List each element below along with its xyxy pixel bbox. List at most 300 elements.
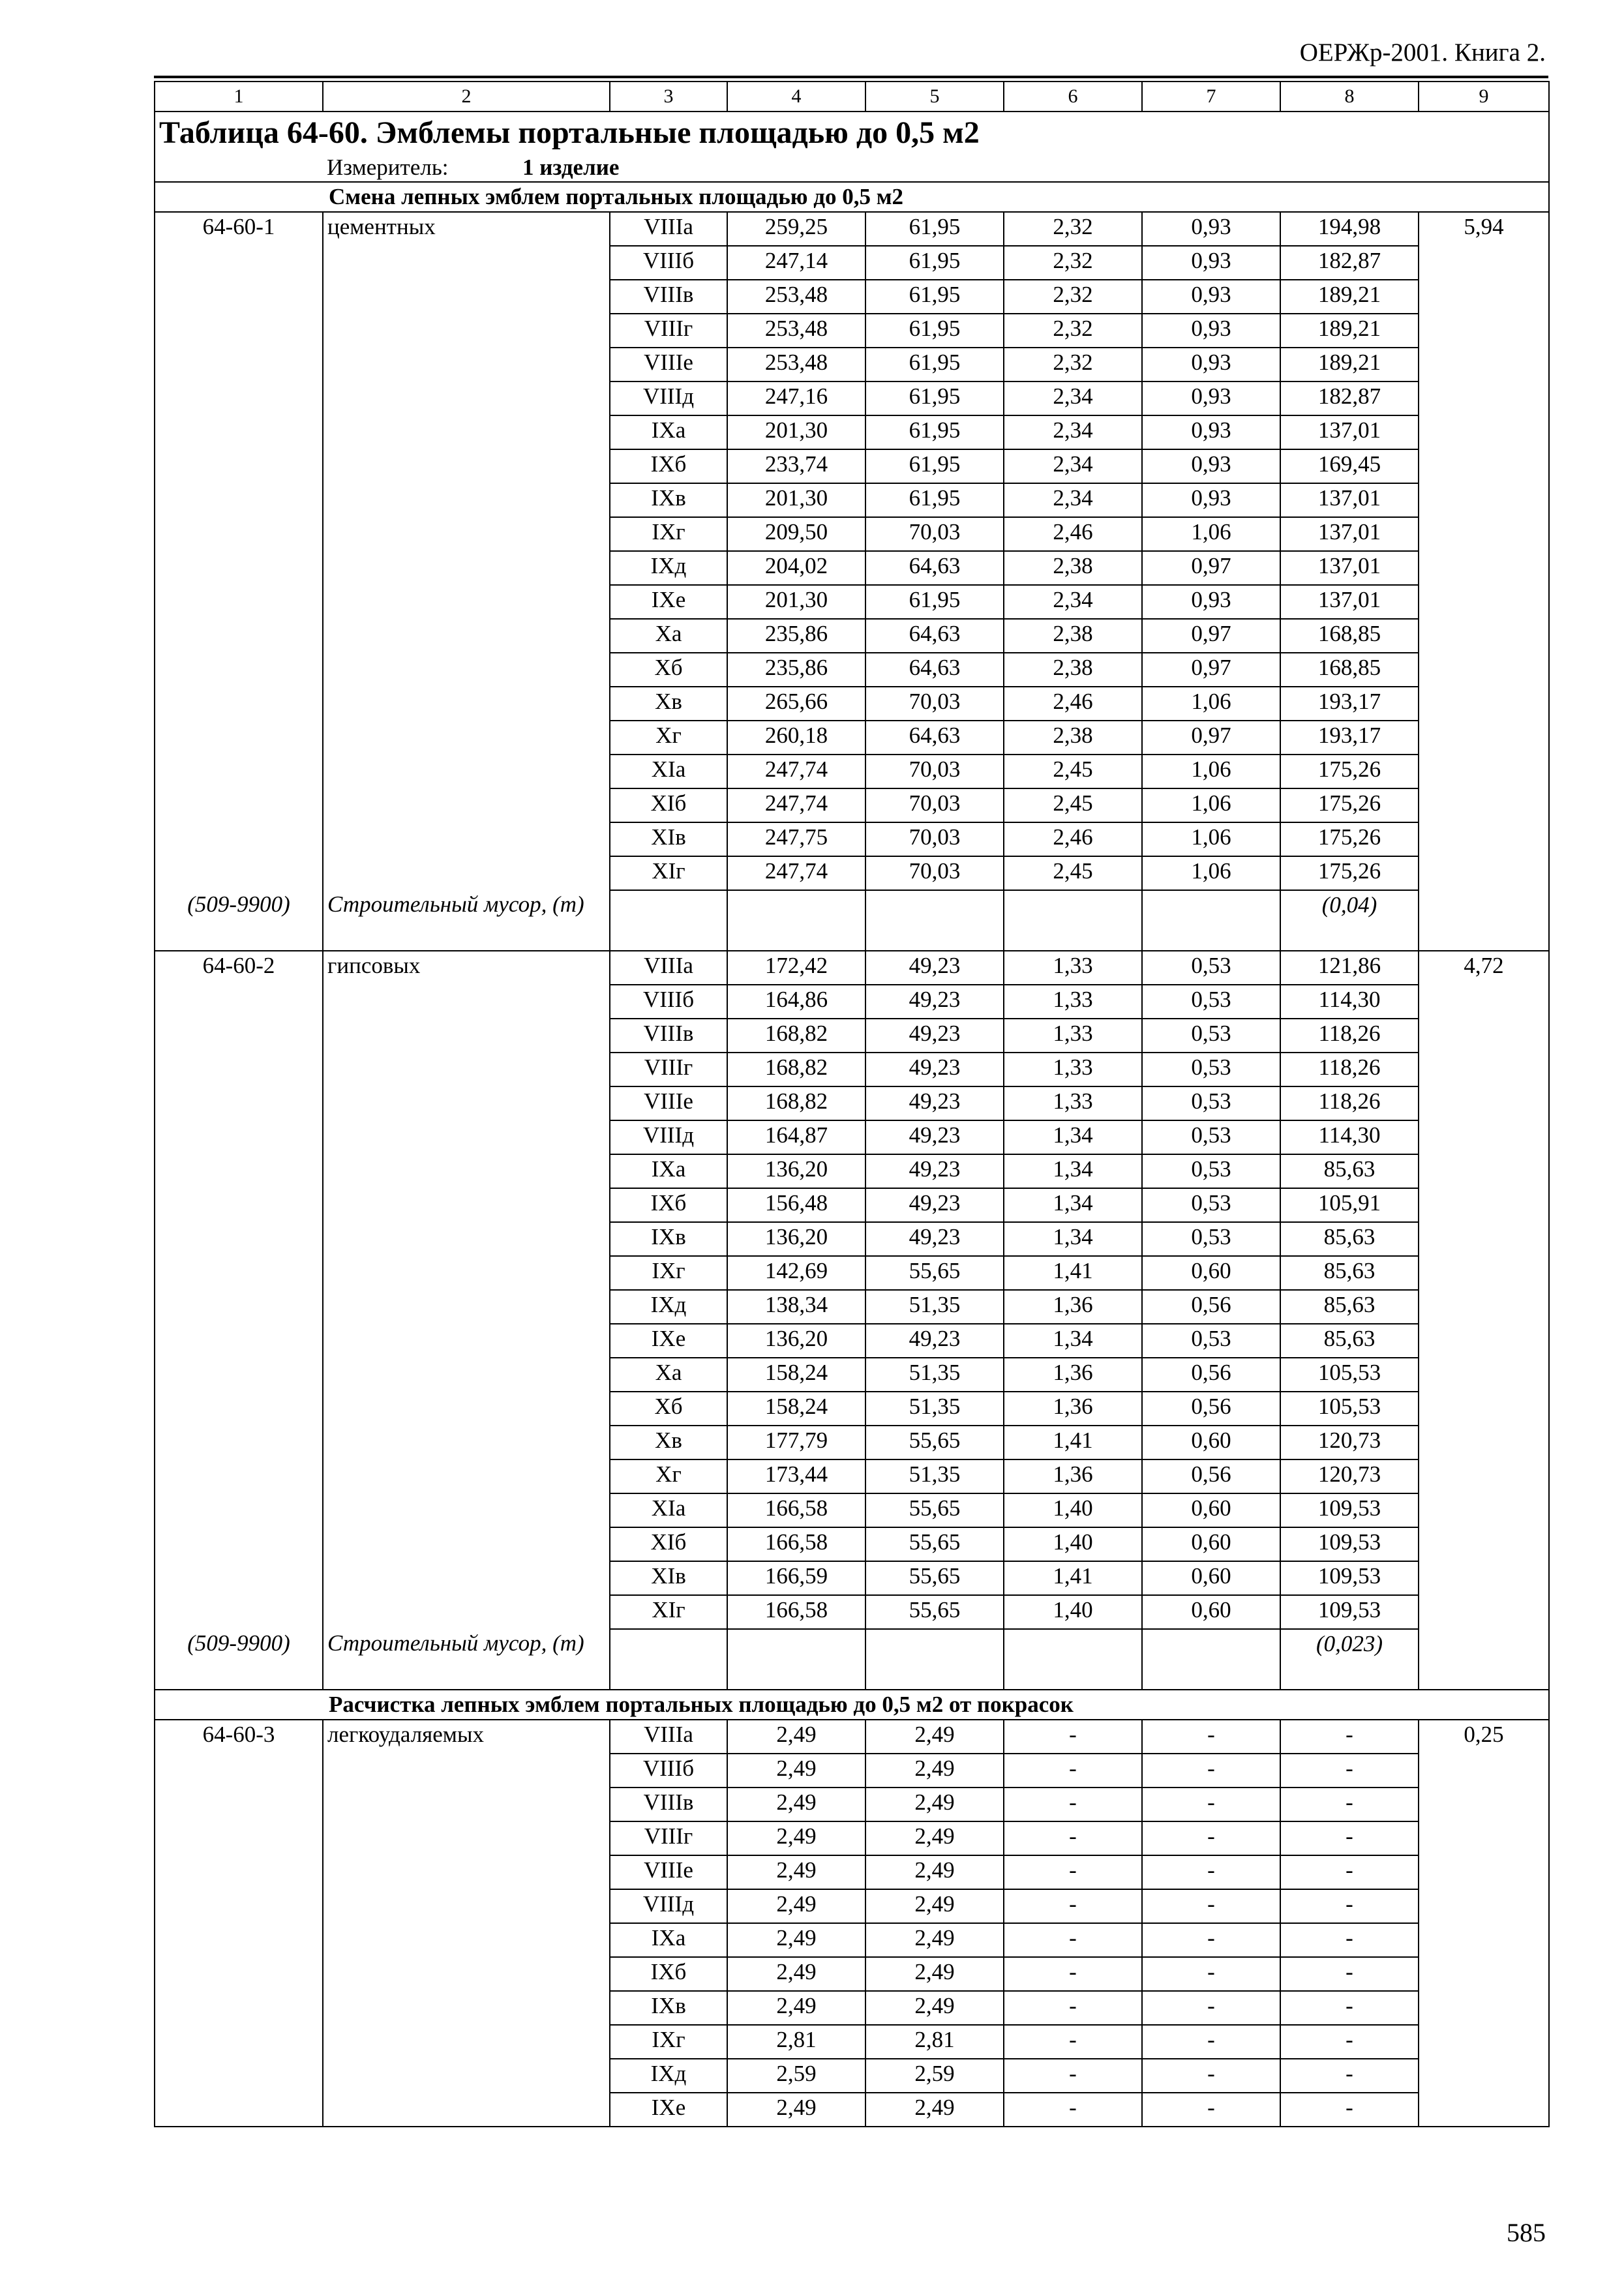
work-name-cont — [323, 1855, 610, 1889]
direct-cost-cell: 173,44 — [727, 1459, 865, 1493]
rate-code-cont — [155, 1392, 323, 1426]
labor-cost-cell: 49,23 — [865, 1120, 1004, 1154]
work-name-cont — [323, 653, 610, 687]
materials-cost-cell: 114,30 — [1280, 1120, 1419, 1154]
table-row — [155, 951, 1549, 985]
work-name: цементных — [323, 212, 610, 246]
table-row — [155, 1493, 1549, 1527]
zone-cell: Xб — [610, 653, 727, 687]
zone-cell: VIIIа — [610, 1720, 727, 1754]
work-name-cont — [323, 517, 610, 551]
zone-cell: VIIIв — [610, 1788, 727, 1821]
labor-cost-cell: 51,35 — [865, 1358, 1004, 1392]
table-row — [155, 1120, 1549, 1154]
machine-cost-cell: 1,33 — [1004, 951, 1142, 985]
work-name-cont — [323, 1188, 610, 1222]
direct-cost-cell: 177,79 — [727, 1426, 865, 1459]
rate-code-cont — [155, 280, 323, 314]
zone-cell: Xб — [610, 1392, 727, 1426]
materials-cost-cell: 85,63 — [1280, 1324, 1419, 1358]
machinist-wage-cell: 0,97 — [1142, 551, 1280, 585]
empty-cell — [865, 1629, 1004, 1690]
zone-cell: IXг — [610, 1256, 727, 1290]
machine-cost-cell: 2,45 — [1004, 788, 1142, 822]
direct-cost-cell: 260,18 — [727, 721, 865, 755]
direct-cost-cell: 2,49 — [727, 1923, 865, 1957]
materials-cost-cell: 105,53 — [1280, 1392, 1419, 1426]
section-heading — [155, 1690, 1549, 1720]
table-row — [155, 1720, 1549, 1754]
rate-code-cont — [155, 1290, 323, 1324]
rate-code-cont — [155, 551, 323, 585]
labor-cost-cell: 64,63 — [865, 551, 1004, 585]
labor-hours-cont — [1419, 1595, 1549, 1629]
work-name-cont — [323, 1821, 610, 1855]
labor-hours-cont — [1419, 1358, 1549, 1392]
work-name-cont — [323, 687, 610, 721]
direct-cost-cell: 166,58 — [727, 1595, 865, 1629]
zone-cell: IXб — [610, 1188, 727, 1222]
rate-code-cont — [155, 1086, 323, 1120]
table-row — [155, 1527, 1549, 1561]
table-row — [155, 585, 1549, 619]
labor-cost-cell: 49,23 — [865, 1188, 1004, 1222]
waste-value: (0,04) — [1280, 890, 1419, 951]
direct-cost-cell: 235,86 — [727, 619, 865, 653]
work-name-cont — [323, 1154, 610, 1188]
section-heading-row — [155, 182, 1549, 212]
direct-cost-cell: 158,24 — [727, 1358, 865, 1392]
machine-cost-cell: - — [1004, 2093, 1142, 2127]
materials-cost-cell: 85,63 — [1280, 1154, 1419, 1188]
work-name-cont — [323, 1256, 610, 1290]
direct-cost-cell: 166,58 — [727, 1493, 865, 1527]
machine-cost-cell: 1,40 — [1004, 1527, 1142, 1561]
machinist-wage-cell: 1,06 — [1142, 788, 1280, 822]
machinist-wage-cell: 0,56 — [1142, 1459, 1280, 1493]
work-name-cont — [323, 1991, 610, 2025]
labor-hours-cont — [1419, 1019, 1549, 1053]
direct-cost-cell: 168,82 — [727, 1086, 865, 1120]
table-row — [155, 822, 1549, 856]
direct-cost-cell: 156,48 — [727, 1188, 865, 1222]
machinist-wage-cell: - — [1142, 2059, 1280, 2093]
labor-hours-cont — [1419, 1923, 1549, 1957]
direct-cost-cell: 138,34 — [727, 1290, 865, 1324]
materials-cost-cell: - — [1280, 1855, 1419, 1889]
work-name-cont — [323, 449, 610, 483]
machine-cost-cell: 1,41 — [1004, 1426, 1142, 1459]
zone-cell: IXд — [610, 551, 727, 585]
machinist-wage-cell: 0,93 — [1142, 483, 1280, 517]
materials-cost-cell: 193,17 — [1280, 687, 1419, 721]
machine-cost-cell: - — [1004, 1720, 1142, 1754]
rate-code-cont — [155, 1788, 323, 1821]
materials-cost-cell: 189,21 — [1280, 314, 1419, 348]
machine-cost-cell: 2,38 — [1004, 551, 1142, 585]
rate-code-cont — [155, 1493, 323, 1527]
machine-cost-cell: 1,33 — [1004, 1019, 1142, 1053]
column-number: 9 — [1419, 82, 1549, 112]
machine-cost-cell: - — [1004, 1754, 1142, 1788]
labor-cost-cell: 70,03 — [865, 822, 1004, 856]
empty-cell — [1142, 1629, 1280, 1690]
materials-cost-cell: 120,73 — [1280, 1459, 1419, 1493]
materials-cost-cell: 105,91 — [1280, 1188, 1419, 1222]
work-name-cont — [323, 1561, 610, 1595]
labor-hours: 5,94 — [1419, 212, 1549, 246]
zone-cell: VIIIе — [610, 1086, 727, 1120]
rate-code-cont — [155, 2025, 323, 2059]
zone-cell: VIIIа — [610, 951, 727, 985]
direct-cost-cell: 247,74 — [727, 755, 865, 788]
machine-cost-cell: - — [1004, 1855, 1142, 1889]
column-number: 6 — [1004, 82, 1142, 112]
materials-cost-cell: 109,53 — [1280, 1527, 1419, 1561]
rate-code-cont — [155, 687, 323, 721]
empty-cell — [865, 890, 1004, 951]
table-row — [155, 1595, 1549, 1629]
rate-code-cont — [155, 755, 323, 788]
zone-cell: XIв — [610, 1561, 727, 1595]
zone-cell: VIIIб — [610, 246, 727, 280]
machinist-wage-cell: 0,97 — [1142, 721, 1280, 755]
column-number: 2 — [323, 82, 610, 112]
labor-cost-cell: 61,95 — [865, 246, 1004, 280]
machinist-wage-cell: 0,53 — [1142, 1154, 1280, 1188]
machinist-wage-cell: - — [1142, 1923, 1280, 1957]
direct-cost-cell: 2,49 — [727, 1821, 865, 1855]
labor-hours: 4,72 — [1419, 951, 1549, 985]
work-name-cont — [323, 382, 610, 415]
column-number: 5 — [865, 82, 1004, 112]
machine-cost-cell: 1,36 — [1004, 1358, 1142, 1392]
header-rule — [154, 76, 1548, 78]
table-row — [155, 314, 1549, 348]
labor-cost-cell: 49,23 — [865, 1086, 1004, 1120]
work-name-cont — [323, 1493, 610, 1527]
machinist-wage-cell: 0,53 — [1142, 1222, 1280, 1256]
materials-cost-cell: 175,26 — [1280, 788, 1419, 822]
rate-code-cont — [155, 788, 323, 822]
materials-cost-cell: - — [1280, 2025, 1419, 2059]
table-row — [155, 1086, 1549, 1120]
direct-cost-cell: 253,48 — [727, 314, 865, 348]
measure-value: 1 изделие — [522, 155, 620, 180]
rate-code: 64-60-3 — [155, 1720, 323, 1754]
work-name-cont — [323, 246, 610, 280]
labor-cost-cell: 55,65 — [865, 1256, 1004, 1290]
table-row — [155, 1222, 1549, 1256]
machine-cost-cell: 2,32 — [1004, 348, 1142, 382]
machine-cost-cell: 1,36 — [1004, 1392, 1142, 1426]
machinist-wage-cell: - — [1142, 1957, 1280, 1991]
machinist-wage-cell: - — [1142, 2093, 1280, 2127]
section-heading-text: Смена лепных эмблем портальных площадью до 0,5 м2 — [329, 184, 904, 209]
direct-cost-cell: 2,49 — [727, 2093, 865, 2127]
labor-hours-cont — [1419, 1855, 1549, 1889]
work-name-cont — [323, 1788, 610, 1821]
labor-cost-cell: 49,23 — [865, 1222, 1004, 1256]
labor-cost-cell: 49,23 — [865, 951, 1004, 985]
work-name-cont — [323, 1358, 610, 1392]
table-row — [155, 449, 1549, 483]
labor-hours-cont — [1419, 890, 1549, 951]
labor-hours-cont — [1419, 1120, 1549, 1154]
materials-cost-cell: 182,87 — [1280, 382, 1419, 415]
rate-code-cont — [155, 382, 323, 415]
zone-cell: IXа — [610, 1923, 727, 1957]
labor-cost-cell: 2,49 — [865, 1991, 1004, 2025]
table-row — [155, 1561, 1549, 1595]
machinist-wage-cell: 0,97 — [1142, 619, 1280, 653]
zone-cell: XIб — [610, 788, 727, 822]
work-name-cont — [323, 314, 610, 348]
materials-cost-cell: 118,26 — [1280, 1086, 1419, 1120]
section-heading-text: Расчистка лепных эмблем портальных площадью до 0,5 м2 от покрасок — [329, 1692, 1074, 1717]
zone-cell: Xв — [610, 687, 727, 721]
machine-cost-cell: 2,38 — [1004, 721, 1142, 755]
rate-code-cont — [155, 1426, 323, 1459]
machine-cost-cell: 1,34 — [1004, 1222, 1142, 1256]
rate-code: 64-60-1 — [155, 212, 323, 246]
machinist-wage-cell: - — [1142, 1855, 1280, 1889]
machinist-wage-cell: 0,60 — [1142, 1493, 1280, 1527]
zone-cell: IXд — [610, 2059, 727, 2093]
materials-cost-cell: 85,63 — [1280, 1256, 1419, 1290]
machinist-wage-cell: 0,60 — [1142, 1256, 1280, 1290]
machinist-wage-cell: 0,53 — [1142, 1324, 1280, 1358]
labor-cost-cell: 61,95 — [865, 314, 1004, 348]
column-number-row — [155, 82, 1549, 112]
labor-hours-cont — [1419, 1290, 1549, 1324]
machine-cost-cell: 2,32 — [1004, 314, 1142, 348]
rate-code-cont — [155, 1527, 323, 1561]
work-name-cont — [323, 348, 610, 382]
labor-hours-cont — [1419, 551, 1549, 585]
rate-code-cont — [155, 856, 323, 890]
zone-cell: IXе — [610, 585, 727, 619]
labor-cost-cell: 2,49 — [865, 1923, 1004, 1957]
table-row — [155, 2059, 1549, 2093]
page-number: 585 — [1507, 2218, 1546, 2247]
rate-code-cont — [155, 1991, 323, 2025]
labor-cost-cell: 70,03 — [865, 517, 1004, 551]
labor-hours-cont — [1419, 314, 1549, 348]
rate-code-cont — [155, 449, 323, 483]
labor-cost-cell: 61,95 — [865, 449, 1004, 483]
table-row — [155, 1788, 1549, 1821]
direct-cost-cell: 168,82 — [727, 1019, 865, 1053]
rate-code: 64-60-2 — [155, 951, 323, 985]
direct-cost-cell: 253,48 — [727, 348, 865, 382]
machinist-wage-cell: 0,60 — [1142, 1595, 1280, 1629]
labor-cost-cell: 51,35 — [865, 1290, 1004, 1324]
labor-hours-cont — [1419, 1324, 1549, 1358]
materials-cost-cell: 175,26 — [1280, 822, 1419, 856]
materials-cost-cell: 189,21 — [1280, 348, 1419, 382]
labor-cost-cell: 2,59 — [865, 2059, 1004, 2093]
materials-cost-cell: 105,53 — [1280, 1358, 1419, 1392]
work-name-cont — [323, 619, 610, 653]
zone-cell: IXв — [610, 1991, 727, 2025]
labor-hours-cont — [1419, 1788, 1549, 1821]
machine-cost-cell: 2,32 — [1004, 280, 1142, 314]
materials-cost-cell: - — [1280, 1957, 1419, 1991]
labor-cost-cell: 70,03 — [865, 788, 1004, 822]
machinist-wage-cell: 0,93 — [1142, 415, 1280, 449]
materials-cost-cell: 85,63 — [1280, 1290, 1419, 1324]
labor-hours-cont — [1419, 1991, 1549, 2025]
work-name-cont — [323, 2025, 610, 2059]
table-row — [155, 755, 1549, 788]
table-row — [155, 517, 1549, 551]
labor-hours-cont — [1419, 985, 1549, 1019]
zone-cell: VIIIв — [610, 280, 727, 314]
materials-cost-cell: - — [1280, 1991, 1419, 2025]
machinist-wage-cell: 0,53 — [1142, 985, 1280, 1019]
zone-cell: IXг — [610, 2025, 727, 2059]
rate-code-cont — [155, 1256, 323, 1290]
table-row — [155, 2025, 1549, 2059]
zone-cell: XIг — [610, 856, 727, 890]
direct-cost-cell: 164,87 — [727, 1120, 865, 1154]
labor-hours-cont — [1419, 1889, 1549, 1923]
rate-code-cont — [155, 348, 323, 382]
zone-cell: IXе — [610, 2093, 727, 2127]
waste-row — [155, 890, 1549, 951]
direct-cost-cell: 2,59 — [727, 2059, 865, 2093]
work-name-cont — [323, 1120, 610, 1154]
labor-hours-cont — [1419, 755, 1549, 788]
materials-cost-cell: 175,26 — [1280, 755, 1419, 788]
labor-cost-cell: 70,03 — [865, 687, 1004, 721]
rate-code-cont — [155, 1222, 323, 1256]
work-name-cont — [323, 2059, 610, 2093]
machine-cost-cell: 1,40 — [1004, 1493, 1142, 1527]
labor-cost-cell: 49,23 — [865, 1154, 1004, 1188]
direct-cost-cell: 2,49 — [727, 1991, 865, 2025]
materials-cost-cell: - — [1280, 1720, 1419, 1754]
machinist-wage-cell: 0,60 — [1142, 1527, 1280, 1561]
empty-cell — [727, 890, 865, 951]
table-row — [155, 1154, 1549, 1188]
empty-cell — [1004, 890, 1142, 951]
labor-hours-cont — [1419, 653, 1549, 687]
rates-table — [154, 81, 1550, 2127]
table-row — [155, 1821, 1549, 1855]
work-name-cont — [323, 1086, 610, 1120]
work-name-cont — [323, 1053, 610, 1086]
table-row — [155, 619, 1549, 653]
labor-cost-cell: 49,23 — [865, 1053, 1004, 1086]
rate-code-cont — [155, 415, 323, 449]
machinist-wage-cell: 1,06 — [1142, 517, 1280, 551]
machine-cost-cell: 1,33 — [1004, 1086, 1142, 1120]
direct-cost-cell: 259,25 — [727, 212, 865, 246]
table-row — [155, 1019, 1549, 1053]
materials-cost-cell: 137,01 — [1280, 585, 1419, 619]
table-row — [155, 348, 1549, 382]
zone-cell: VIIIе — [610, 1855, 727, 1889]
machinist-wage-cell: - — [1142, 1991, 1280, 2025]
labor-cost-cell: 2,49 — [865, 1720, 1004, 1754]
labor-hours-cont — [1419, 2025, 1549, 2059]
labor-hours-cont — [1419, 721, 1549, 755]
machinist-wage-cell: - — [1142, 1889, 1280, 1923]
machine-cost-cell: 1,36 — [1004, 1290, 1142, 1324]
waste-code: (509-9900) — [155, 1629, 323, 1690]
rate-code-cont — [155, 721, 323, 755]
work-name-cont — [323, 1324, 610, 1358]
direct-cost-cell: 158,24 — [727, 1392, 865, 1426]
machine-cost-cell: - — [1004, 1821, 1142, 1855]
machine-cost-cell: 1,33 — [1004, 1053, 1142, 1086]
zone-cell: Xа — [610, 1358, 727, 1392]
machinist-wage-cell: - — [1142, 1821, 1280, 1855]
materials-cost-cell: 118,26 — [1280, 1053, 1419, 1086]
table-row — [155, 1426, 1549, 1459]
materials-cost-cell: 137,01 — [1280, 415, 1419, 449]
rate-code-cont — [155, 314, 323, 348]
direct-cost-cell: 2,49 — [727, 1889, 865, 1923]
zone-cell: VIIIд — [610, 1120, 727, 1154]
zone-cell: IXа — [610, 1154, 727, 1188]
materials-cost-cell: - — [1280, 1923, 1419, 1957]
work-name-cont — [323, 721, 610, 755]
waste-code: (509-9900) — [155, 890, 323, 951]
labor-hours-cont — [1419, 1821, 1549, 1855]
table-row — [155, 687, 1549, 721]
direct-cost-cell: 2,49 — [727, 1788, 865, 1821]
labor-hours-cont — [1419, 687, 1549, 721]
labor-cost-cell: 61,95 — [865, 212, 1004, 246]
rate-code-cont — [155, 246, 323, 280]
direct-cost-cell: 2,49 — [727, 1720, 865, 1754]
machinist-wage-cell: 0,93 — [1142, 382, 1280, 415]
document-header: ОЕРЖр-2001. Книга 2. — [1299, 38, 1546, 67]
work-name-cont — [323, 856, 610, 890]
labor-hours-cont — [1419, 1493, 1549, 1527]
waste-name: Строительный мусор, (т) — [323, 1629, 610, 1690]
direct-cost-cell: 142,69 — [727, 1256, 865, 1290]
machine-cost-cell: 2,34 — [1004, 585, 1142, 619]
zone-cell: IXв — [610, 483, 727, 517]
direct-cost-cell: 247,74 — [727, 788, 865, 822]
materials-cost-cell: 168,85 — [1280, 653, 1419, 687]
machinist-wage-cell: 0,93 — [1142, 585, 1280, 619]
work-name-cont — [323, 585, 610, 619]
materials-cost-cell: 193,17 — [1280, 721, 1419, 755]
rate-code-cont — [155, 1154, 323, 1188]
labor-cost-cell: 61,95 — [865, 415, 1004, 449]
materials-cost-cell: - — [1280, 1754, 1419, 1788]
direct-cost-cell: 172,42 — [727, 951, 865, 985]
machine-cost-cell: 2,34 — [1004, 415, 1142, 449]
machinist-wage-cell: - — [1142, 2025, 1280, 2059]
empty-cell — [610, 1629, 727, 1690]
labor-cost-cell: 51,35 — [865, 1459, 1004, 1493]
empty-cell — [727, 1629, 865, 1690]
direct-cost-cell: 209,50 — [727, 517, 865, 551]
direct-cost-cell: 247,74 — [727, 856, 865, 890]
rate-code-cont — [155, 653, 323, 687]
materials-cost-cell: - — [1280, 1788, 1419, 1821]
machinist-wage-cell: 0,93 — [1142, 280, 1280, 314]
materials-cost-cell: 137,01 — [1280, 517, 1419, 551]
table-row — [155, 415, 1549, 449]
direct-cost-cell: 235,86 — [727, 653, 865, 687]
